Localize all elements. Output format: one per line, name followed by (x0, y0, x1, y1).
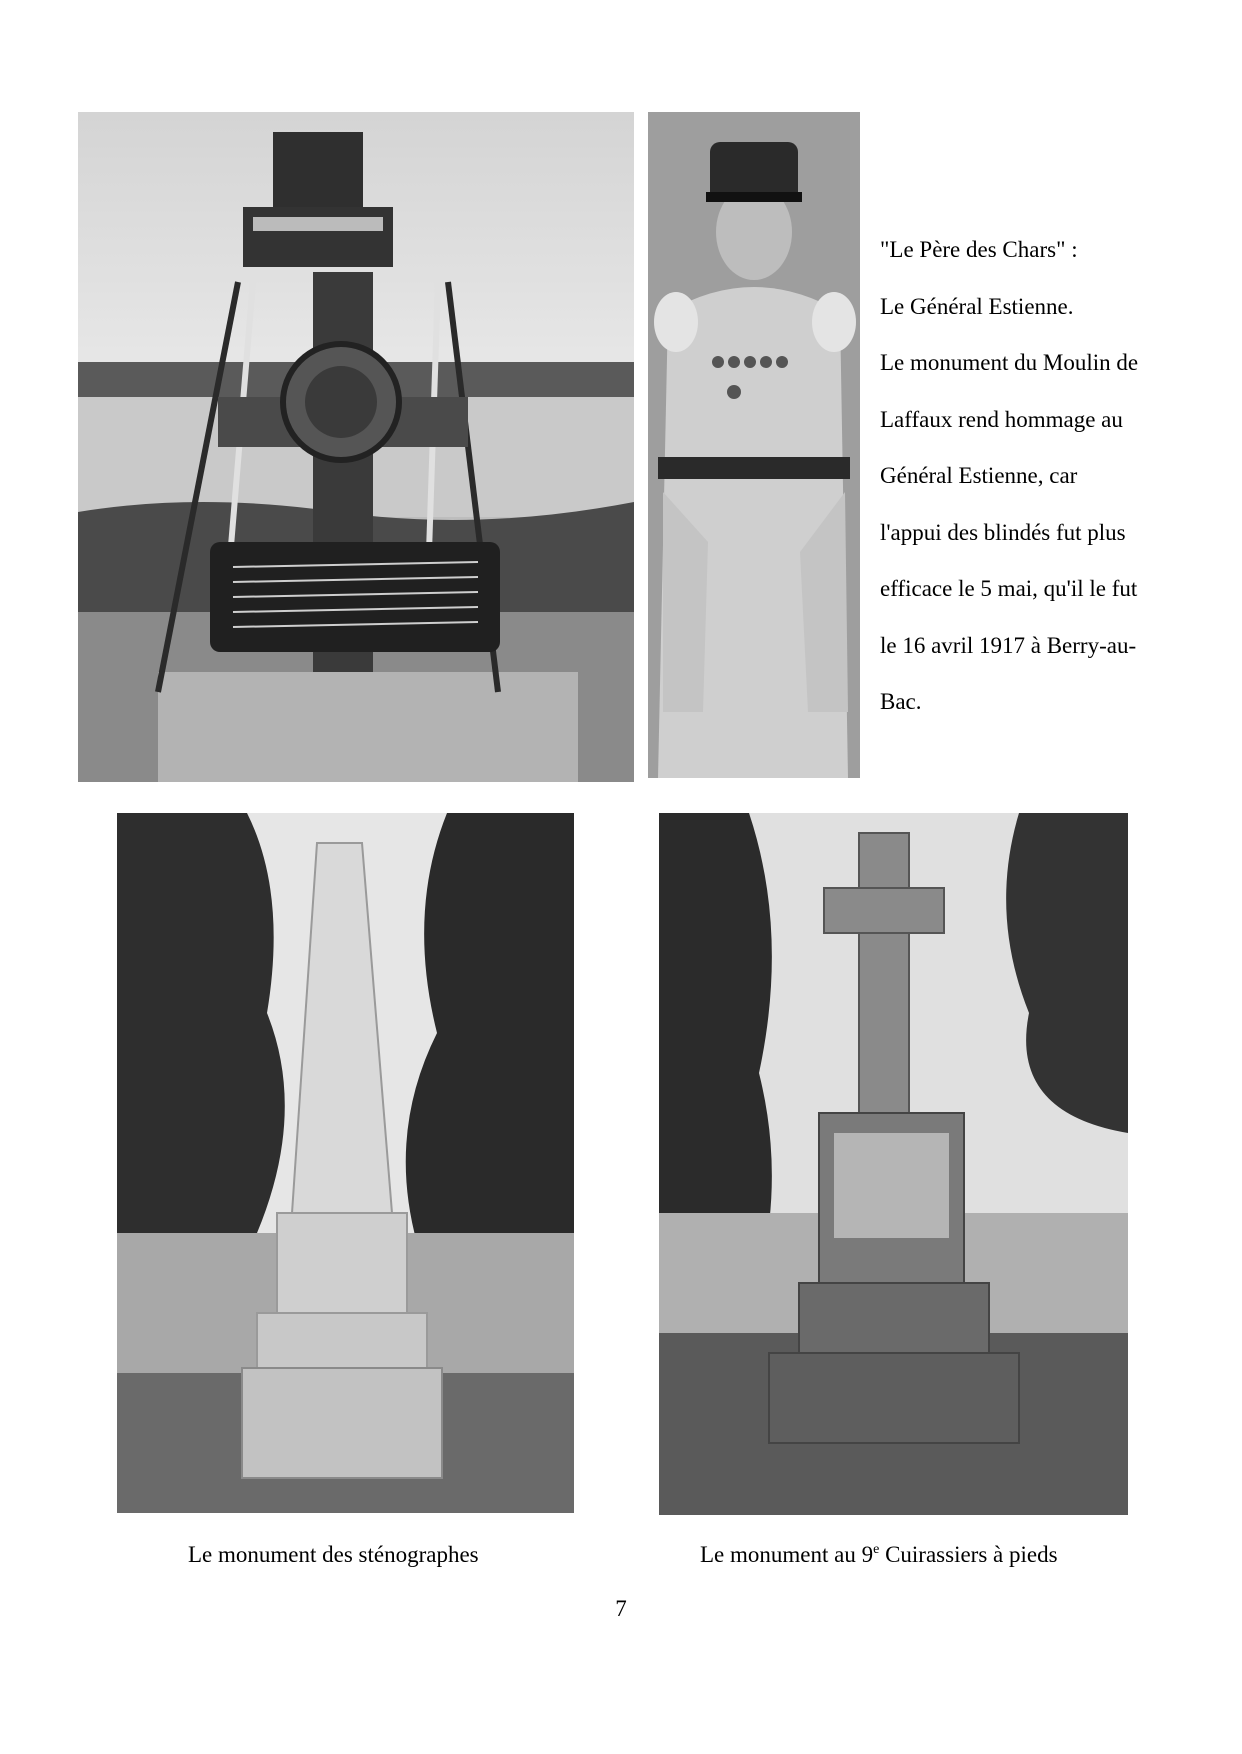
general-portrait-illustration (648, 112, 860, 778)
side-text-line: Laffaux rend hommage au (880, 406, 1123, 432)
obelisk-illustration (117, 813, 574, 1513)
side-text-line: l'appui des blindés fut plus (880, 519, 1126, 545)
caption-monument-cuirassiers (700, 1540, 1058, 1570)
side-text-line: Le Général Estienne. (880, 293, 1074, 319)
photo-monument-stenographes (117, 813, 574, 1513)
side-text-line: Bac. (880, 689, 922, 714)
side-text-line: Général Estienne, car (880, 463, 1078, 488)
caption-superscript: e (873, 1542, 880, 1557)
caption-monument-stenographes: Le monument des sténographes (188, 1542, 479, 1567)
side-text-line: "Le Père des Chars" : (880, 237, 1078, 262)
page-number: 7 (615, 1596, 627, 1621)
laffaux-monument-illustration (78, 112, 634, 782)
general-estienne-description (880, 222, 1210, 731)
side-text-line: le 16 avril 1917 à Berry-au- (880, 632, 1137, 658)
photo-monument-cuirassiers (659, 813, 1128, 1515)
caption-text-end: Cuirassiers à pieds (879, 1542, 1058, 1567)
caption-text-start: Le monument au 9 (700, 1542, 874, 1567)
side-text-line: Le monument du Moulin de (880, 350, 1139, 375)
side-text-line: efficace le 5 mai, qu'il le fut (880, 576, 1138, 601)
photo-general-estienne (648, 112, 860, 778)
photo-laffaux-monument (78, 112, 634, 782)
cross-monument-illustration (659, 813, 1128, 1515)
